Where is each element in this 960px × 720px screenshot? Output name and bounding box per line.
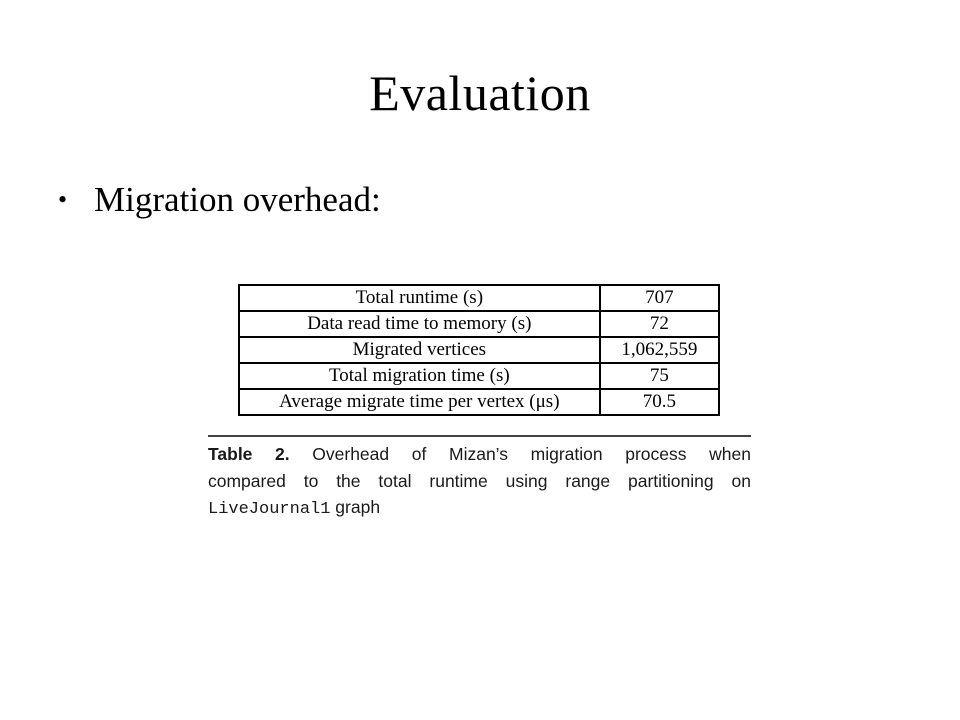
table-row (239, 311, 719, 337)
caption-text-1: Overhead of Mizan’s migration process when (312, 444, 751, 464)
row-value: 75 (600, 363, 719, 389)
table-caption (208, 441, 751, 524)
row-label: Average migrate time per vertex (μs) (239, 389, 600, 415)
caption-line-3 (208, 494, 751, 524)
row-value: 70.5 (600, 389, 719, 415)
caption-label: Table 2. (208, 444, 290, 464)
row-value: 72 (600, 311, 719, 337)
table-row (239, 285, 719, 311)
caption-divider (208, 435, 751, 437)
caption-line-2: compared to the total runtime using range partitioning on (208, 470, 751, 491)
bullet-item (58, 176, 381, 224)
row-label: Total migration time (s) (239, 363, 600, 389)
slide-title: Evaluation (369, 65, 591, 121)
table-row (239, 389, 719, 415)
row-value: 707 (600, 285, 719, 311)
caption-line-1 (208, 441, 751, 468)
row-label: Total runtime (s) (239, 285, 600, 311)
bullet-dot-icon: • (58, 185, 68, 214)
overhead-table-image (238, 284, 720, 416)
row-label: Data read time to memory (s) (239, 311, 600, 337)
caption-code: LiveJournal1 (208, 500, 331, 519)
table-row (239, 337, 719, 363)
table-row (239, 363, 719, 389)
overhead-table (238, 284, 720, 416)
caption-text-3: graph (335, 497, 381, 517)
row-label: Migrated vertices (239, 337, 600, 363)
row-value: 1,062,559 (600, 337, 719, 363)
bullet-text: Migration overhead: (94, 180, 381, 219)
